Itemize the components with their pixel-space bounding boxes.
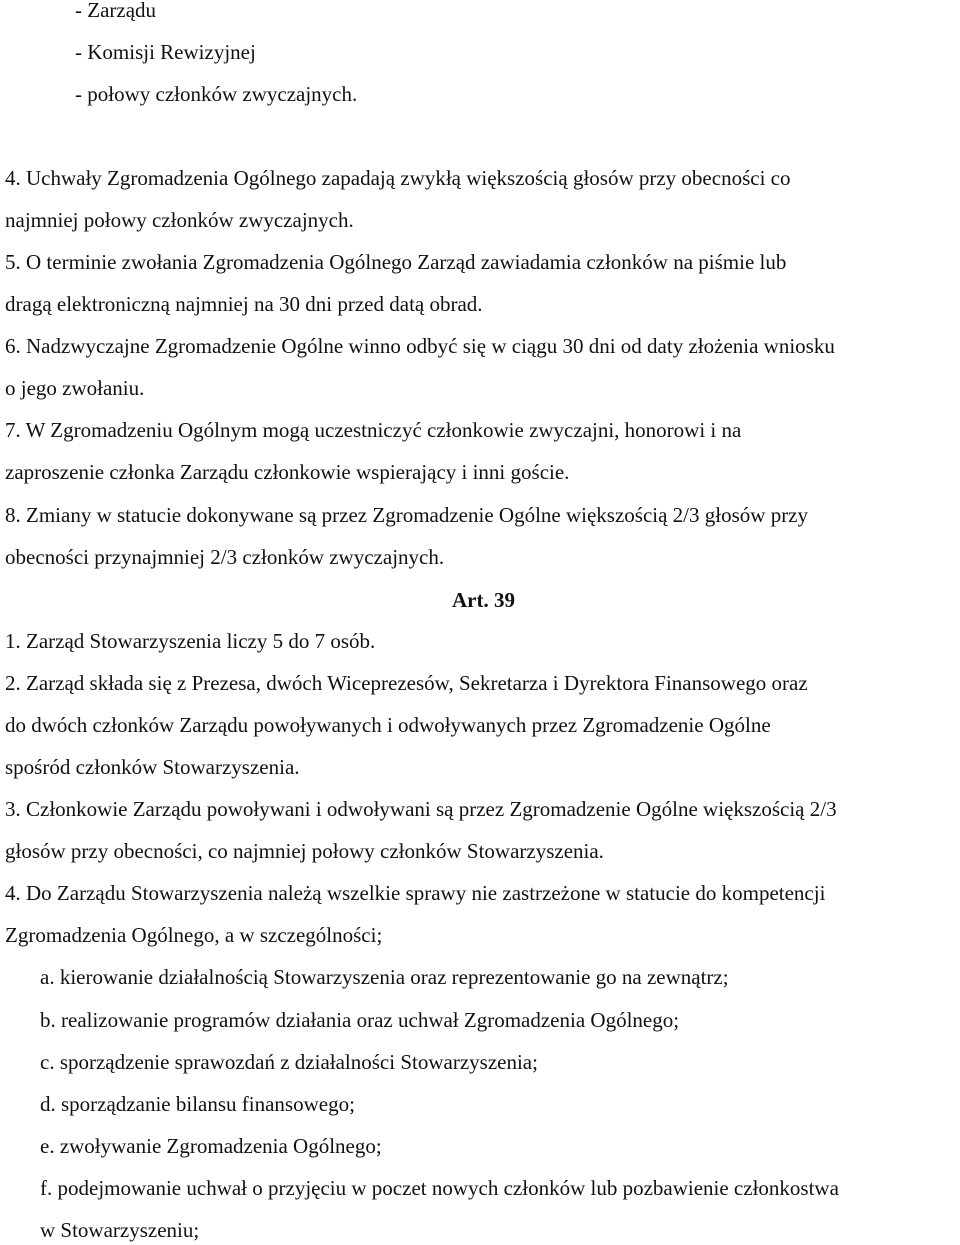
paragraph-5-line-2: dragą elektroniczną najmniej na 30 dni przed datą obrad. [5, 292, 483, 316]
competence-item-f-line-2: w Stowarzyszeniu; [40, 1218, 200, 1242]
paragraph-7-line-1: 7. W Zgromadzeniu Ogólnym mogą uczestniczyć członkowie zwyczajni, honorowi i na [5, 418, 742, 442]
list-item-komisji-rewizyjnej: - Komisji Rewizyjnej [75, 40, 256, 64]
article-section-1: 1. Zarząd Stowarzyszenia liczy 5 do 7 osób. [5, 629, 376, 653]
paragraph-8-line-2: obecności przynajmniej 2/3 członków zwyczajnych. [5, 545, 445, 569]
competence-item-c: c. sporządzenie sprawozdań z działalności Stowarzyszenia; [40, 1050, 538, 1074]
paragraph-7-line-2: zaproszenie członka Zarządu członkowie wspierający i inni goście. [5, 460, 570, 484]
article-section-4-line-1: 4. Do Zarządu Stowarzyszenia należą wszelkie sprawy nie zastrzeżone w statucie do kompetencji [5, 881, 826, 905]
competence-item-a: a. kierowanie działalnością Stowarzyszenia oraz reprezentowanie go na zewnątrz; [40, 965, 729, 989]
list-item-zarzadu: - Zarządu [75, 0, 157, 22]
article-section-2-line-1: 2. Zarząd składa się z Prezesa, dwóch Wiceprezesów, Sekretarza i Dyrektora Finansowego oraz [5, 671, 808, 695]
article-section-2-line-2: do dwóch członków Zarządu powoływanych i odwoływanych przez Zgromadzenie Ogólne [5, 713, 771, 737]
list-item-polowy-czlonkow: - połowy członków zwyczajnych. [75, 82, 358, 106]
article-section-2-line-3: spośród członków Stowarzyszenia. [5, 755, 300, 779]
paragraph-6-line-1: 6. Nadzwyczajne Zgromadzenie Ogólne winno odbyć się w ciągu 30 dni od daty złożenia wniosku [5, 334, 835, 358]
competence-item-f-line-1: f. podejmowanie uchwał o przyjęciu w poczet nowych członków lub pozbawienie członkostwa [40, 1176, 839, 1200]
competence-item-b: b. realizowanie programów działania oraz uchwał Zgromadzenia Ogólnego; [40, 1008, 680, 1032]
article-heading: Art. 39 [452, 588, 515, 612]
paragraph-8-line-1: 8. Zmiany w statucie dokonywane są przez Zgromadzenie Ogólne większością 2/3 głosów przy [5, 503, 809, 527]
paragraph-5-line-1: 5. O terminie zwołania Zgromadzenia Ogólnego Zarząd zawiadamia członków na piśmie lub [5, 250, 787, 274]
paragraph-4-line-1: 4. Uchwały Zgromadzenia Ogólnego zapadają zwykłą większością głosów przy obecności co [5, 166, 791, 190]
article-section-3-line-1: 3. Członkowie Zarządu powoływani i odwoływani są przez Zgromadzenie Ogólne większością 2/3 [5, 797, 837, 821]
article-section-3-line-2: głosów przy obecności, co najmniej połowy członków Stowarzyszenia. [5, 839, 604, 863]
competence-item-e: e. zwoływanie Zgromadzenia Ogólnego; [40, 1134, 382, 1158]
competence-item-d: d. sporządzanie bilansu finansowego; [40, 1092, 355, 1116]
paragraph-6-line-2: o jego zwołaniu. [5, 376, 145, 400]
article-section-4-line-2: Zgromadzenia Ogólnego, a w szczególności; [5, 923, 383, 947]
paragraph-4-line-2: najmniej połowy członków zwyczajnych. [5, 208, 354, 232]
